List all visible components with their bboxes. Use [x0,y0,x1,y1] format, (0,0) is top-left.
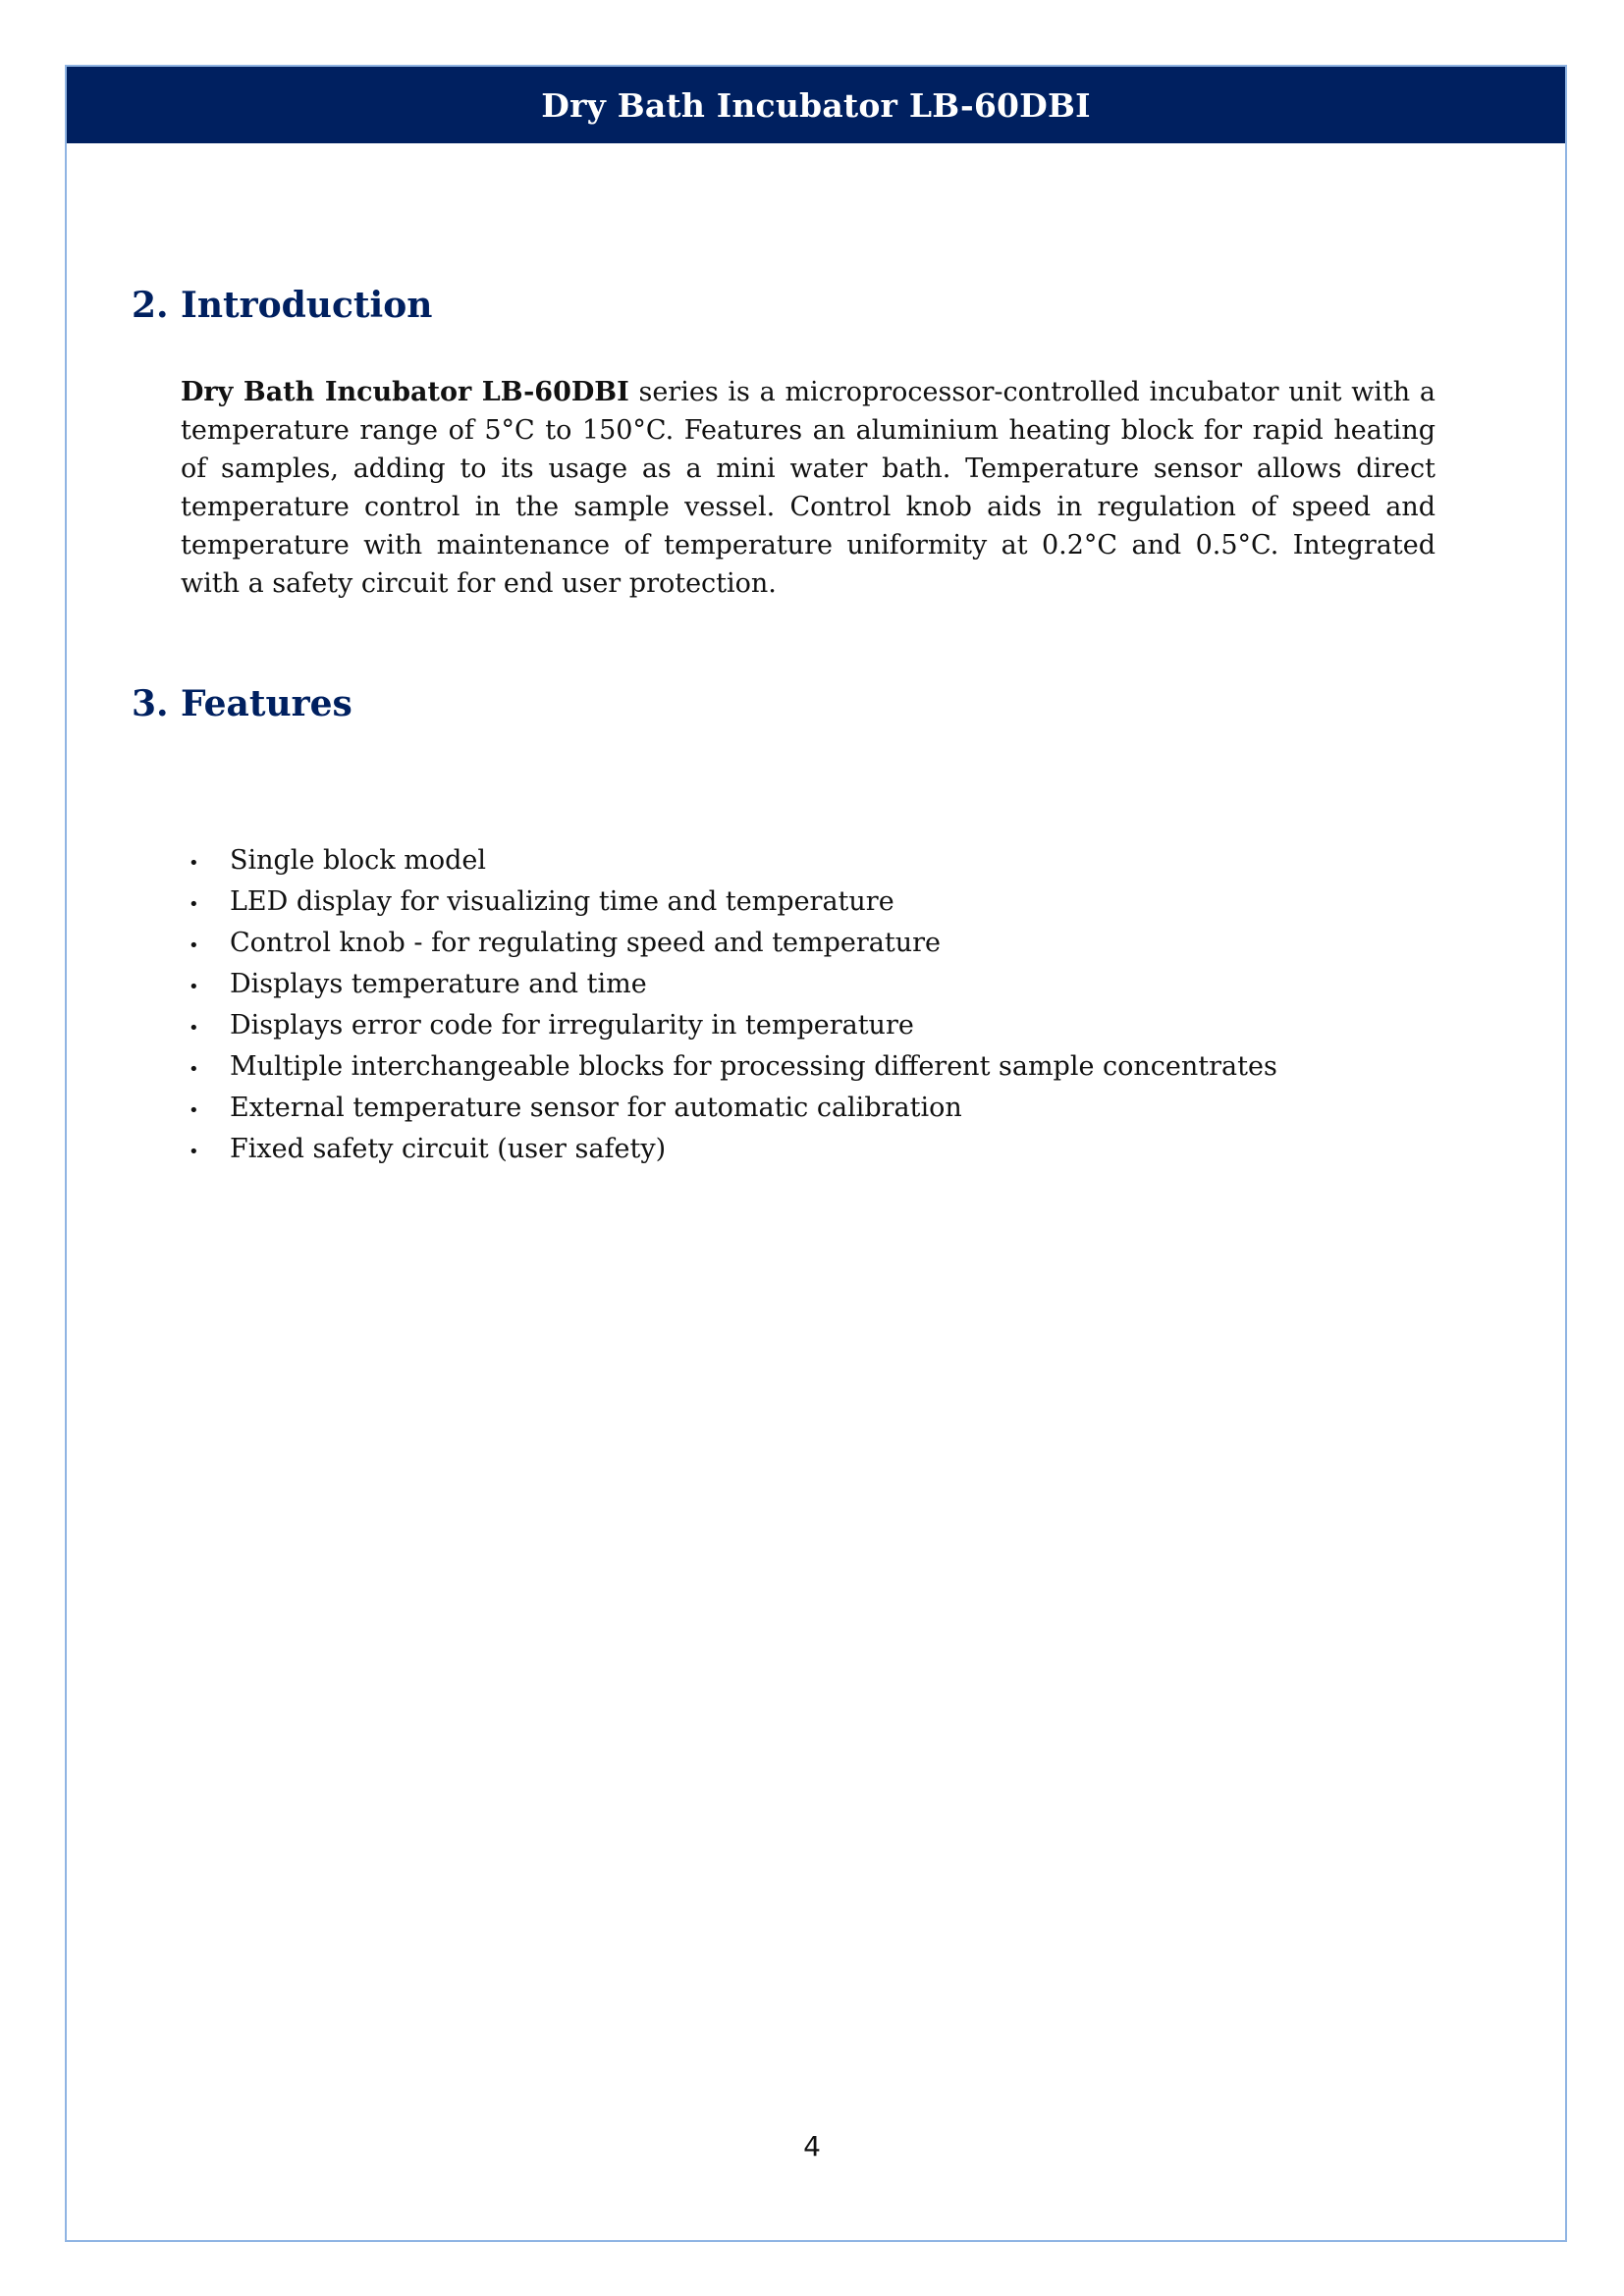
bullet-icon: • [189,1018,199,1039]
feature-text: Single block model [230,845,486,876]
list-item [181,965,1457,1006]
feature-text: Control knob - for regulating speed and temperature [230,928,942,958]
section-title: Introduction [181,285,433,326]
section-number: 3. [132,683,169,724]
section-title: Features [181,683,352,724]
list-item [181,1047,1457,1089]
header-bar [67,67,1565,143]
features-heading [132,683,352,725]
feature-text: Displays error code for irregularity in temperature [230,1010,914,1041]
feature-text: LED display for visualizing time and temperature [230,886,894,917]
feature-text: Displays temperature and time [230,969,647,999]
page-number: 4 [803,2130,821,2163]
bullet-icon: • [189,1142,199,1162]
product-name-bold: Dry Bath Incubator LB-60DBI [181,377,629,407]
introduction-heading [132,285,432,327]
feature-text: Multiple interchangeable blocks for processing different sample concentrates [230,1051,1277,1082]
feature-text: External temperature sensor for automatic calibration [230,1093,962,1123]
list-item [181,882,1457,924]
list-item [181,1130,1457,1171]
bullet-icon: • [189,935,199,956]
introduction-paragraph [181,373,1435,603]
bullet-icon: • [189,1059,199,1080]
bullet-icon: • [189,853,199,874]
feature-text: Fixed safety circuit (user safety) [230,1134,667,1164]
list-item [181,1089,1457,1130]
bullet-icon: • [189,894,199,915]
list-item [181,1006,1457,1047]
bullet-icon: • [189,977,199,997]
document-title: Dry Bath Incubator LB-60DBI [541,85,1091,125]
introduction-body: series is a microprocessor-controlled incubator unit with a temperature range of 5°C to 150°C. Features an aluminium heating block for rapid heating of samples, adding to its usage as a mini water bath. Temperature sensor allows direct temperature control in the sample vessel. Control knob aids in regulation of speed and temperature with maintenance of temperature uniformity at 0.2°C and 0.5°C. Integrated with a safety circuit for end user protection. [181,377,1436,599]
list-item [181,924,1457,965]
section-number: 2. [132,285,169,326]
list-item [181,841,1457,882]
features-list [181,841,1457,1171]
bullet-icon: • [189,1100,199,1121]
